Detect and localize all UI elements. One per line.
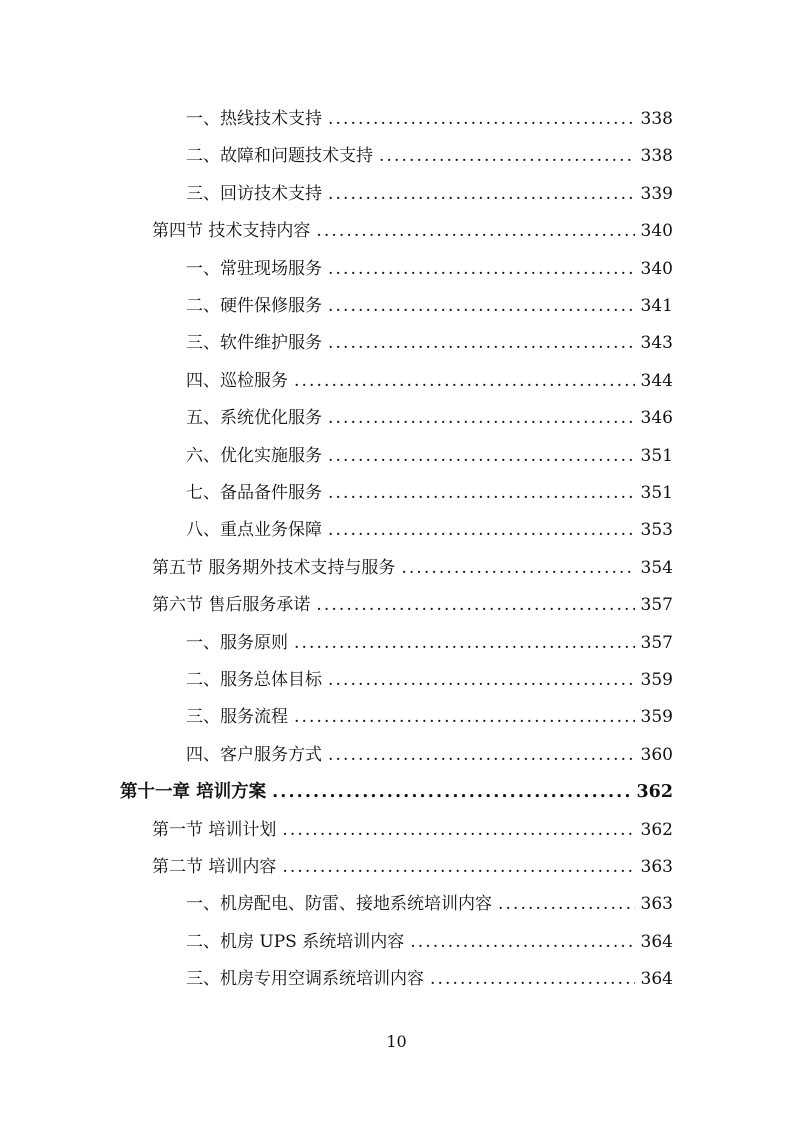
toc-entry-page: 364 bbox=[640, 969, 673, 990]
toc-leader-dots bbox=[328, 407, 635, 429]
toc-entry-label: 第五节 服务期外技术支持与服务 bbox=[152, 557, 396, 578]
toc-leader-dots bbox=[294, 370, 635, 392]
toc-entry[interactable] bbox=[186, 698, 673, 728]
toc-entry[interactable] bbox=[186, 923, 673, 953]
toc-entry-page: 359 bbox=[640, 707, 673, 728]
toc-leader-dots bbox=[316, 594, 634, 616]
toc-leader-dots bbox=[316, 220, 634, 242]
toc-leader-dots bbox=[294, 706, 635, 728]
toc-entry-label: 五、系统优化服务 bbox=[186, 408, 322, 429]
toc-entry[interactable] bbox=[186, 324, 673, 354]
toc-entry-label: 一、机房配电、防雷、接地系统培训内容 bbox=[186, 894, 492, 915]
toc-entry-label: 三、服务流程 bbox=[186, 707, 288, 728]
toc-entry[interactable] bbox=[152, 549, 673, 579]
toc-entry-page: 343 bbox=[640, 333, 673, 354]
toc-entry-page: 351 bbox=[640, 483, 673, 503]
toc-entry-page: 357 bbox=[640, 632, 673, 653]
toc-entry-page: 359 bbox=[640, 670, 673, 690]
toc-entry-page: 357 bbox=[640, 595, 673, 616]
toc-entry[interactable] bbox=[186, 885, 673, 915]
toc-entry[interactable] bbox=[186, 399, 673, 429]
toc-entry[interactable] bbox=[186, 100, 673, 130]
toc-entry-page: 346 bbox=[640, 408, 673, 429]
toc-entry-label: 二、硬件保修服务 bbox=[186, 296, 322, 316]
toc-entry-label: 第二节 培训内容 bbox=[152, 857, 277, 877]
toc-entry-page: 340 bbox=[640, 221, 673, 242]
toc-leader-dots bbox=[328, 295, 635, 317]
toc-leader-dots bbox=[328, 183, 635, 205]
toc-leader-dots bbox=[272, 781, 630, 803]
toc-entry-label: 六、优化实施服务 bbox=[186, 445, 322, 466]
toc-leader-dots bbox=[328, 519, 635, 541]
toc-leader-dots bbox=[328, 108, 635, 130]
toc-entry-label: 第十一章 培训方案 bbox=[120, 782, 267, 803]
toc-entry-label: 八、重点业务保障 bbox=[186, 520, 322, 541]
toc-entry-page: 360 bbox=[640, 744, 673, 765]
toc-entry[interactable] bbox=[186, 362, 673, 392]
toc-entry-label: 第四节 技术支持内容 bbox=[152, 221, 311, 242]
toc-entry-label: 一、常驻现场服务 bbox=[186, 258, 322, 279]
toc-leader-dots bbox=[328, 332, 635, 354]
toc-entry-label: 第一节 培训计划 bbox=[152, 819, 277, 840]
toc-entry-label: 四、客户服务方式 bbox=[186, 744, 322, 765]
toc-entry-page: 363 bbox=[640, 857, 673, 877]
toc-entry[interactable] bbox=[186, 175, 673, 205]
toc-entry[interactable] bbox=[152, 212, 673, 242]
toc-leader-dots bbox=[328, 482, 635, 504]
toc-entry-page: 338 bbox=[640, 109, 673, 129]
toc-entry-label: 一、热线技术支持 bbox=[186, 109, 322, 129]
toc-entry[interactable] bbox=[186, 960, 673, 990]
toc-entry-label: 三、软件维护服务 bbox=[186, 333, 322, 354]
toc-entry[interactable] bbox=[186, 250, 673, 280]
toc-entry[interactable] bbox=[186, 736, 673, 766]
toc-entry[interactable] bbox=[152, 586, 673, 616]
toc-leader-dots bbox=[282, 856, 634, 878]
toc-entry[interactable] bbox=[186, 474, 673, 504]
toc-entry-page: 354 bbox=[640, 557, 673, 578]
toc-entry-label: 三、回访技术支持 bbox=[186, 183, 322, 204]
toc-entry-page: 362 bbox=[640, 819, 673, 840]
toc-entry-label: 二、机房 UPS 系统培训内容 bbox=[186, 931, 405, 952]
toc-leader-dots bbox=[430, 968, 635, 990]
toc-leader-dots bbox=[401, 557, 634, 579]
toc-entry[interactable] bbox=[186, 287, 673, 317]
toc-entry[interactable] bbox=[186, 511, 673, 541]
toc-entry-label: 一、服务原则 bbox=[186, 632, 288, 653]
toc-entry-page: 363 bbox=[640, 894, 673, 915]
toc-leader-dots bbox=[328, 445, 635, 467]
toc-entry-page: 362 bbox=[636, 782, 673, 803]
toc-entry[interactable] bbox=[186, 624, 673, 654]
toc-entry-page: 338 bbox=[640, 146, 673, 167]
toc-entry-page: 340 bbox=[640, 258, 673, 279]
toc-entry-label: 四、巡检服务 bbox=[186, 370, 288, 391]
toc-entry-label: 二、服务总体目标 bbox=[186, 670, 322, 690]
toc-entry-page: 339 bbox=[640, 183, 673, 204]
toc-leader-dots bbox=[379, 145, 635, 167]
toc-entry[interactable] bbox=[186, 137, 673, 167]
toc-leader-dots bbox=[498, 893, 635, 915]
toc-entry[interactable] bbox=[152, 848, 673, 878]
toc-leader-dots bbox=[410, 931, 634, 953]
toc-entry[interactable] bbox=[152, 811, 673, 841]
toc-leader-dots bbox=[328, 258, 635, 280]
toc-leader-dots bbox=[282, 819, 634, 841]
toc-entry[interactable] bbox=[186, 661, 673, 691]
toc-entry-page: 341 bbox=[640, 296, 673, 316]
toc-entry[interactable] bbox=[120, 773, 673, 803]
toc-entry-label: 七、备品备件服务 bbox=[186, 483, 322, 503]
toc-entry-page: 353 bbox=[640, 520, 673, 541]
toc-entry-label: 二、故障和问题技术支持 bbox=[186, 146, 373, 167]
toc-leader-dots bbox=[328, 669, 635, 691]
toc-leader-dots bbox=[294, 632, 635, 654]
toc-entry-page: 364 bbox=[640, 931, 673, 952]
toc-leader-dots bbox=[328, 744, 635, 766]
toc-entry-label: 三、机房专用空调系统培训内容 bbox=[186, 969, 424, 990]
page-number: 10 bbox=[386, 1032, 407, 1051]
toc-entry-page: 351 bbox=[640, 445, 673, 466]
toc-entry-label: 第六节 售后服务承诺 bbox=[152, 595, 311, 616]
toc-entry[interactable] bbox=[186, 437, 673, 467]
toc-entry-page: 344 bbox=[640, 370, 673, 391]
